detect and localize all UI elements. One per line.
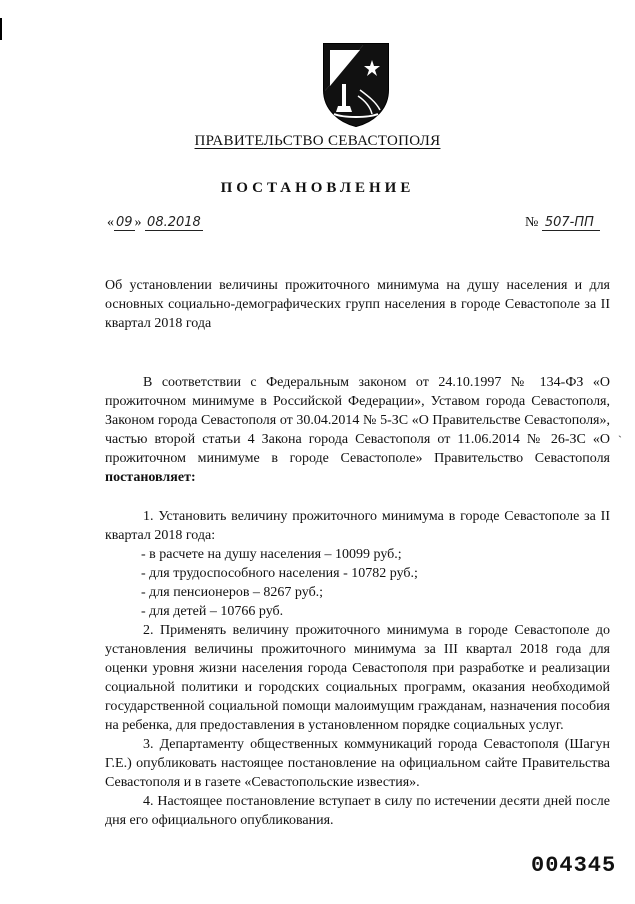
item-1-sub-children: - для детей – 10766 руб. <box>141 604 284 619</box>
date-month-year-handwritten: 08.2018 <box>147 215 201 230</box>
government-title: ПРАВИТЕЛЬСТВО СЕВАСТОПОЛЯ <box>194 133 441 149</box>
item-1-sub-working-age: - для трудоспособного населения - 10782 руб.; <box>141 566 418 581</box>
item-1: 1. Установить величину прожиточного минимума в городе Севастополе за II квартал 2018 года: <box>105 509 610 543</box>
document-number: № 507-ПП <box>525 215 600 231</box>
sevastopol-coat-of-arms-icon <box>320 40 392 128</box>
resolution-items <box>105 507 610 830</box>
resolution-keyword: постановляет <box>105 470 191 485</box>
scan-artifact: ˏ <box>618 424 622 438</box>
date-day-handwritten: 09 <box>116 215 133 230</box>
document-preamble: В соответствии с Федеральным законом от 24.10.1997 № 134-ФЗ «О прожиточном минимуме в Российской Федерации», Уставом города Севастополя, Законом города Севастополя от 30.04.2014 № 5-ЗС «О Правительстве Севастополя», частью второй статьи 4 Закона города Севастополя от 11.06.2014 № 26-ЗС «О прожиточном минимуме в городе Севастополе» Правительство Севастополя постановляет: <box>105 375 610 485</box>
document-type-title: ПОСТАНОВЛЕНИЕ <box>220 180 415 196</box>
scan-edge-mark <box>0 18 2 40</box>
document-number-handwritten: 507-ПП <box>542 215 600 231</box>
item-1-sub-per-capita: - в расчете на душу населения – 10099 руб.; <box>141 547 402 562</box>
document-date: « 09 » 08.2018 <box>107 215 201 230</box>
item-4: 4. Настоящее постановление вступает в силу по истечении десяти дней после дня его официального опубликования. <box>105 794 610 828</box>
item-3: 3. Департаменту общественных коммуникаций города Севастополя (Шагун Г.Е.) опубликовать настоящее постановление на официальном сайте Правительства Севастополя и в газете «Севастопольские известия». <box>105 737 610 790</box>
item-1-sub-pensioners: - для пенсионеров – 8267 руб.; <box>141 585 324 600</box>
document-subject: Об установлении величины прожиточного минимума на душу населения и для основных социально-демографических групп населения в городе Севастополе за II квартал 2018 года <box>105 278 610 331</box>
serial-number: 004345 <box>531 853 617 878</box>
item-2: 2. Применять величину прожиточного минимума в городе Севастополе до установления величины прожиточного минимума за III квартал 2018 года для оценки уровня жизни населения города Севастополя при разработке и реализации социальной политики и городских социальных программ, оказания необходимой государственной социальной помощи малоимущим гражданам, назначения пособия на ребенка, для предоставления в установленном порядке социальных услуг. <box>105 623 610 733</box>
